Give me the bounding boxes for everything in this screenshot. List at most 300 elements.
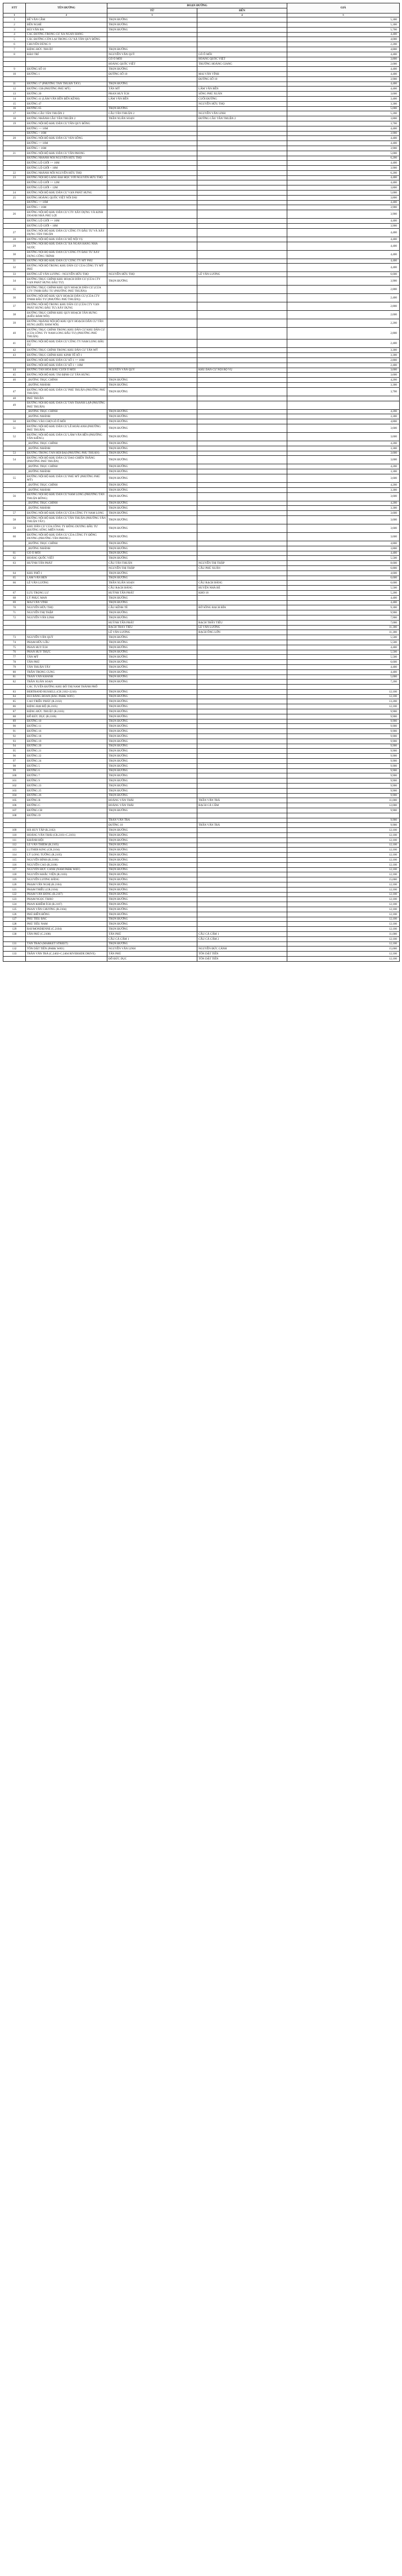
row-street-name: PHÚ TIÊU BẮC (26, 917, 107, 922)
row-stt (3, 383, 26, 388)
row-stt: 130 (3, 931, 26, 936)
row-to (197, 704, 287, 709)
table-row (3, 605, 400, 610)
row-from: TRỌN ĐƯỜNG (107, 833, 197, 838)
row-stt: 5 (3, 37, 26, 42)
table-header (3, 3, 400, 17)
row-from: TRỌN ĐƯỜNG (107, 409, 197, 414)
row-price: 4,400 (287, 250, 400, 259)
table-row (3, 175, 400, 180)
row-from: TRỌN ĐƯỜNG (107, 515, 197, 524)
row-price: 11,000 (287, 931, 400, 936)
row-to (197, 912, 287, 917)
row-street-name: ĐƯỜNG NHÁNH NỐI NGUYỄN HỮU THỌ (26, 170, 107, 175)
table-row (3, 788, 400, 793)
row-from: TRỌN ĐƯỜNG (107, 441, 197, 446)
row-to (197, 170, 287, 175)
row-to: TRƯỜNG HOÀNG GIANG (197, 62, 287, 67)
table-row (3, 71, 400, 76)
row-stt: 21 (3, 151, 26, 156)
row-from: TRỌN ĐƯỜNG (107, 808, 197, 813)
row-price: 2,800 (287, 286, 400, 294)
table-row (3, 339, 400, 348)
row-stt: 24 (3, 191, 26, 196)
row-stt: 129 (3, 927, 26, 932)
row-from (107, 813, 197, 818)
row-to: ĐƯỜNG CẦU TÂN THUẬN 2 (197, 116, 287, 121)
table-row (3, 729, 400, 734)
row-price: 9,900 (287, 724, 400, 729)
row-price: 3,600 (287, 451, 400, 456)
row-to: NGUYỄN ĐỨC CẢNH (197, 947, 287, 952)
row-to (197, 571, 287, 576)
table-row (3, 101, 400, 106)
table-row (3, 87, 400, 92)
row-price: 12,100 (287, 872, 400, 877)
row-stt: 93 (3, 739, 26, 744)
row-price: 4,400 (287, 264, 400, 272)
table-row (3, 387, 400, 396)
row-stt (3, 818, 26, 823)
row-stt (3, 506, 26, 511)
row-to (197, 699, 287, 704)
table-row (3, 867, 400, 872)
row-stt (3, 620, 26, 625)
table-row (3, 487, 400, 492)
row-stt: 47 (3, 387, 26, 396)
row-from: TRỌN ĐƯỜNG (107, 469, 197, 474)
row-price: 3,800 (287, 57, 400, 62)
row-from: TRỌN ĐƯỜNG (107, 941, 197, 947)
row-to (197, 515, 287, 524)
row-stt: 8 (3, 52, 26, 57)
row-from: TRỌN ĐƯỜNG (107, 778, 197, 784)
row-stt: 43 (3, 353, 26, 358)
row-stt (3, 685, 26, 690)
row-stt: 51 (3, 424, 26, 433)
row-street-name: ĐƯỜNG LỘ GIỚI < 16M (26, 166, 107, 171)
row-price: 3,300 (287, 353, 400, 358)
row-price: 9,900 (287, 808, 400, 813)
row-street-name: ĐƯỜNG < 16M (26, 146, 107, 151)
row-street-name: ĐƯỜNG NHÁNH CẦU TÂN THUẬN 2 (26, 116, 107, 121)
row-to (197, 383, 287, 388)
table-row (3, 818, 400, 823)
row-price: 5,500 (287, 655, 400, 660)
row-price: 9,900 (287, 754, 400, 759)
table-row (3, 348, 400, 353)
row-stt: 71 (3, 610, 26, 615)
row-price: 4,400 (287, 595, 400, 600)
row-to (197, 151, 287, 156)
row-street-name: _ĐƯỜNG TRỤC CHÍNH (26, 483, 107, 488)
row-price: 4,200 (287, 378, 400, 383)
row-stt: 96 (3, 754, 26, 759)
row-stt: 95 (3, 749, 26, 754)
row-price: 4,400 (287, 259, 400, 264)
table-row (3, 57, 400, 62)
row-street-name: ĐƯỜNG 47 (26, 101, 107, 106)
row-from: NGUYỄN VĂN QUỲ (107, 368, 197, 373)
row-stt: 56 (3, 492, 26, 501)
row-from: TRỌN ĐƯỜNG (107, 887, 197, 892)
row-street-name: ĐƯỜNG TRỤC CHÍNH TRONG KHU DÂN CƯ TÂN MỸ (26, 348, 107, 353)
table-row (3, 250, 400, 259)
table-row (3, 264, 400, 272)
row-stt: 37 (3, 302, 26, 311)
row-to (197, 441, 287, 446)
table-row (3, 464, 400, 469)
row-price: 3,600 (287, 492, 400, 501)
row-price: 4,400 (287, 87, 400, 92)
row-from: TRỌN ĐƯỜNG (107, 424, 197, 433)
row-price: 4,200 (287, 441, 400, 446)
row-stt: 41 (3, 339, 26, 348)
row-stt: 59 (3, 524, 26, 532)
row-street-name: ĐƯỜNG NỘI BỘ KHU DÂN CƯ CỦA CÔNG TY NAM LONG (26, 511, 107, 516)
row-to: KHU DÂN CƯ NỘI BỘ VỤ (197, 368, 287, 373)
row-street-name: ĐƯỜNG NHÁNH NỘI BỘ KHU QUY HOẠCH DÂN CƯ TÂN HƯNG (KIỀU ĐÀM NỐI) (26, 319, 107, 328)
row-street-name: ĐƯỜNG LỘ GIỚI >= 16M (26, 161, 107, 166)
row-price: 4,000 (287, 37, 400, 42)
header-den: ĐẾN (197, 8, 287, 13)
row-to (197, 446, 287, 451)
row-to: NGUYỄN THỊ THẬP (197, 561, 287, 566)
row-from: TRỌN ĐƯỜNG (107, 483, 197, 488)
table-row (3, 294, 400, 302)
table-row (3, 286, 400, 294)
row-street-name: NGUYỄN LƯƠNG BẰNG (26, 877, 107, 882)
row-stt: 34 (3, 277, 26, 286)
row-to (197, 615, 287, 620)
table-row (3, 595, 400, 600)
row-stt: 73 (3, 635, 26, 640)
row-street-name: ĐƯỜNG 7 (26, 773, 107, 778)
row-street-name: BÙI VĂN BA (26, 27, 107, 32)
row-price: 2,800 (287, 328, 400, 339)
row-from (107, 151, 197, 156)
table-row (3, 126, 400, 131)
row-stt: 82 (3, 680, 26, 685)
row-price: 3,600 (287, 515, 400, 524)
row-to: NGUYỄN VĂN LINH (197, 111, 287, 116)
row-price: 3,300 (287, 348, 400, 353)
row-price: 3,600 (287, 532, 400, 541)
row-street-name: ĐƯỜNG NỘI BỘ TRONG KHU DÂN CƯ CỦA CÔNG TY MỸ PHÚ (26, 264, 107, 272)
table-row (3, 302, 400, 311)
row-from: TRỌN ĐƯỜNG (107, 664, 197, 669)
row-street-name: _ĐƯỜNG NHÁNH (26, 487, 107, 492)
row-street-name: NGUYỄN HỮU THỌ (26, 605, 107, 610)
row-street-name: ĐƯỜNG B (26, 798, 107, 803)
column-number: 3 (107, 13, 197, 17)
table-row (3, 694, 400, 699)
row-to: MAI VĂN VĨNH (197, 71, 287, 76)
row-stt (3, 358, 26, 363)
row-price: 4,400 (287, 228, 400, 237)
row-street-name: ĐƯỜNG LỘ GIỚI < 12M (26, 185, 107, 191)
row-price: 9,900 (287, 709, 400, 714)
row-to (197, 922, 287, 927)
table-row (3, 862, 400, 867)
row-from: TRỌN ĐƯỜNG (107, 714, 197, 719)
row-to (197, 724, 287, 729)
row-to (197, 763, 287, 768)
row-from: CẦU RẠCH BÀNG (107, 586, 197, 591)
row-from: CẦU CÁ CẤM 1 (107, 936, 197, 941)
table-row (3, 401, 400, 409)
row-street-name: _ĐƯỜNG TRỤC CHÍNH (26, 541, 107, 546)
row-stt: 69 (3, 600, 26, 605)
table-row (3, 546, 400, 551)
table-row (3, 887, 400, 892)
row-to (197, 897, 287, 902)
row-from: TRỌN ĐƯỜNG (107, 541, 197, 546)
table-row (3, 242, 400, 250)
row-from (107, 166, 197, 171)
row-to (197, 311, 287, 319)
row-price: 12,100 (287, 902, 400, 907)
row-stt: 1 (3, 17, 26, 22)
row-stt: 124 (3, 902, 26, 907)
table-row (3, 121, 400, 126)
table-row (3, 373, 400, 378)
row-to: ĐƯỜNG SỐ 10 (197, 76, 287, 82)
row-from: ĐƯỜNG SỐ 10 (107, 71, 197, 76)
row-from: TRỌN ĐƯỜNG (107, 17, 197, 22)
row-street-name (26, 76, 107, 82)
row-from: CẦU TÂN THUẬN (107, 561, 197, 566)
table-row (3, 660, 400, 665)
row-to (197, 788, 287, 793)
row-to (197, 694, 287, 699)
row-stt: 112 (3, 843, 26, 848)
table-row (3, 586, 400, 591)
row-from: TRỌN ĐƯỜNG (107, 474, 197, 483)
row-to (197, 853, 287, 858)
row-from: TRỌN ĐƯỜNG (107, 22, 197, 27)
row-from (107, 205, 197, 210)
row-street-name: CHUYÊN DÙNG 9 (26, 42, 107, 47)
row-from: NGUYỄN VĂN QUỲ (107, 52, 197, 57)
table-row (3, 219, 400, 224)
row-street-name (26, 620, 107, 625)
row-price: 4,400 (287, 180, 400, 185)
row-street-name: ĐƯỜNG TRỤC CHÍNH KHU QUY HOẠCH TÂN HƯNG (KIỀU ĐÀM NỐI) (26, 311, 107, 319)
row-street-name: ĐƯỜNG >= 16M (26, 126, 107, 131)
table-row (3, 600, 400, 605)
table-row (3, 161, 400, 166)
row-stt (3, 200, 26, 205)
row-street-name (26, 625, 107, 630)
table-row (3, 541, 400, 546)
row-from: TRỌN ĐƯỜNG (107, 433, 197, 441)
table-row (3, 82, 400, 87)
row-to (197, 205, 287, 210)
row-to (197, 264, 287, 272)
row-street-name: ĐƯỜNG NỘI BỘ KHU DÂN CƯ LÊ HOÀI ANH (PHƯỜNG PHÚ THUẬN) (26, 424, 107, 433)
column-number: 4 (197, 13, 287, 17)
row-to (197, 166, 287, 171)
row-price: 12,100 (287, 922, 400, 927)
row-stt: 101 (3, 778, 26, 784)
row-from (107, 136, 197, 141)
table-row (3, 556, 400, 561)
table-row (3, 524, 400, 532)
row-price: 5,500 (287, 635, 400, 640)
table-row (3, 483, 400, 488)
row-street-name: ĐƯỜNG NỘI BỘ KHU DÂN CƯ TÂN QUY ĐÔNG (26, 121, 107, 126)
row-to (197, 456, 287, 464)
row-street-name: ĐƯỜNG NỘI BỘ TRONG KHU DÂN CƯ (CỦA CTY VẠN PHÁT HƯNG ĐẦU TƯ) XÂY DỰNG (26, 302, 107, 311)
row-price (287, 396, 400, 401)
table-row (3, 744, 400, 749)
row-to (197, 927, 287, 932)
table-row (3, 506, 400, 511)
row-price: 4,400 (287, 161, 400, 166)
row-price: 5,500 (287, 586, 400, 591)
row-street-name: HOÀNG VĂN THÁI (CR.2101+C.2101) (26, 833, 107, 838)
row-from: TRỌN ĐƯỜNG (107, 464, 197, 469)
table-row (3, 433, 400, 441)
row-stt: 45 (3, 373, 26, 378)
table-row (3, 709, 400, 714)
row-from (107, 294, 197, 302)
row-from: TRỌN ĐƯỜNG (107, 862, 197, 867)
table-row (3, 368, 400, 373)
row-stt: 119 (3, 877, 26, 882)
row-price: 5,700 (287, 27, 400, 32)
row-from (107, 224, 197, 229)
row-stt: 125 (3, 907, 26, 912)
row-from: TRỌN ĐƯỜNG (107, 917, 197, 922)
row-stt: 77 (3, 655, 26, 660)
table-row (3, 956, 400, 961)
row-price: 3,300 (287, 414, 400, 419)
row-street-name: TRẦN VĂN KHÁNH (26, 674, 107, 680)
row-price: 3,600 (287, 433, 400, 441)
row-street-name: TRẦN VĂN TRÀ (C.2402+C.2404 RIVERSIDE DRIVE) (26, 952, 107, 957)
row-stt: 99 (3, 768, 26, 773)
table-row (3, 813, 400, 818)
row-stt: 109 (3, 828, 26, 833)
row-from (107, 185, 197, 191)
row-stt: 50 (3, 419, 26, 424)
row-stt: 127 (3, 917, 26, 922)
row-stt: 7 (3, 47, 26, 52)
row-stt: 31 (3, 259, 26, 264)
row-to (197, 739, 287, 744)
row-from: TRỌN ĐƯỜNG (107, 853, 197, 858)
row-price: 3,900 (287, 131, 400, 136)
row-from: TRỌN ĐƯỜNG (107, 719, 197, 724)
row-stt: 100 (3, 773, 26, 778)
row-to: TRẦN VĂN TRÀ (197, 798, 287, 803)
row-price (287, 685, 400, 690)
row-stt: 64 (3, 571, 26, 576)
row-from (107, 156, 197, 161)
row-street-name: LUTHER KING (CR.2104) (26, 848, 107, 853)
row-to (197, 655, 287, 660)
row-to (197, 882, 287, 887)
row-to: TÔN DẬT TIÊN (197, 956, 287, 961)
row-street-name: TÂN THUẬN TÂY (26, 664, 107, 669)
row-to (197, 328, 287, 339)
row-price: 12,100 (287, 689, 400, 694)
row-to (197, 42, 287, 47)
row-price: 4,200 (287, 501, 400, 506)
row-stt: 28 (3, 237, 26, 242)
row-price: 12,100 (287, 694, 400, 699)
row-street-name (26, 823, 107, 828)
row-street-name: ĐƯỜNG 15B (PHƯỜNG PHÚ MỸ) (26, 87, 107, 92)
row-stt: 40 (3, 328, 26, 339)
row-from: TRỌN ĐƯỜNG (107, 897, 197, 902)
row-price: 4,400 (287, 219, 400, 224)
row-stt: 131 (3, 941, 26, 947)
row-from: TRỌN ĐƯỜNG (107, 650, 197, 655)
row-from: TRỌN ĐƯỜNG (107, 655, 197, 660)
table-row (3, 877, 400, 882)
table-row (3, 492, 400, 501)
row-to (197, 808, 287, 813)
row-stt: 105 (3, 798, 26, 803)
row-to (197, 464, 287, 469)
row-from: TRỌN ĐƯỜNG (107, 927, 197, 932)
row-to (197, 541, 287, 546)
table-row (3, 640, 400, 645)
row-stt: 20 (3, 136, 26, 141)
table-row (3, 311, 400, 319)
row-to (197, 759, 287, 764)
row-from (107, 195, 197, 200)
row-price: 12,100 (287, 952, 400, 957)
row-from: TRỌN ĐƯỜNG (107, 857, 197, 862)
row-street-name (26, 62, 107, 67)
row-stt (3, 131, 26, 136)
row-to (197, 414, 287, 419)
row-from (107, 242, 197, 250)
row-price: 4,400 (287, 551, 400, 556)
row-price: 4,800 (287, 419, 400, 424)
row-to (197, 734, 287, 739)
row-stt: 27 (3, 228, 26, 237)
row-stt (3, 441, 26, 446)
table-row (3, 116, 400, 121)
row-price: 6,600 (287, 581, 400, 586)
row-stt: 23 (3, 175, 26, 180)
row-price: 2,400 (287, 294, 400, 302)
table-row (3, 27, 400, 32)
row-to (197, 419, 287, 424)
row-price: 4,400 (287, 52, 400, 57)
row-to: KHO 18 (197, 590, 287, 595)
row-street-name: ĐƯỜNG NỘI BỘ KHU DÂN CƯ PHÚ MỸ (PHƯỜNG PHÚ MỸ) (26, 474, 107, 483)
row-to (197, 837, 287, 843)
row-price: 12,100 (287, 843, 400, 848)
row-price: 2,800 (287, 358, 400, 363)
row-street-name: ĐÀO TRÍ (26, 52, 107, 57)
row-to: GÒ Ô MÔI (197, 52, 287, 57)
row-to (197, 600, 287, 605)
row-to (197, 302, 287, 311)
row-street-name: NGUYỄN VĂN QUỲ (26, 635, 107, 640)
row-stt (3, 823, 26, 828)
row-to (197, 424, 287, 433)
row-street-name: PHÚ THUẬN (26, 396, 107, 401)
row-street-name: ĐƯỜNG NỘI BỘ KHU DÂN CƯ BỘ NỘI VỤ (26, 237, 107, 242)
row-from: TRỌN ĐƯỜNG (107, 843, 197, 848)
